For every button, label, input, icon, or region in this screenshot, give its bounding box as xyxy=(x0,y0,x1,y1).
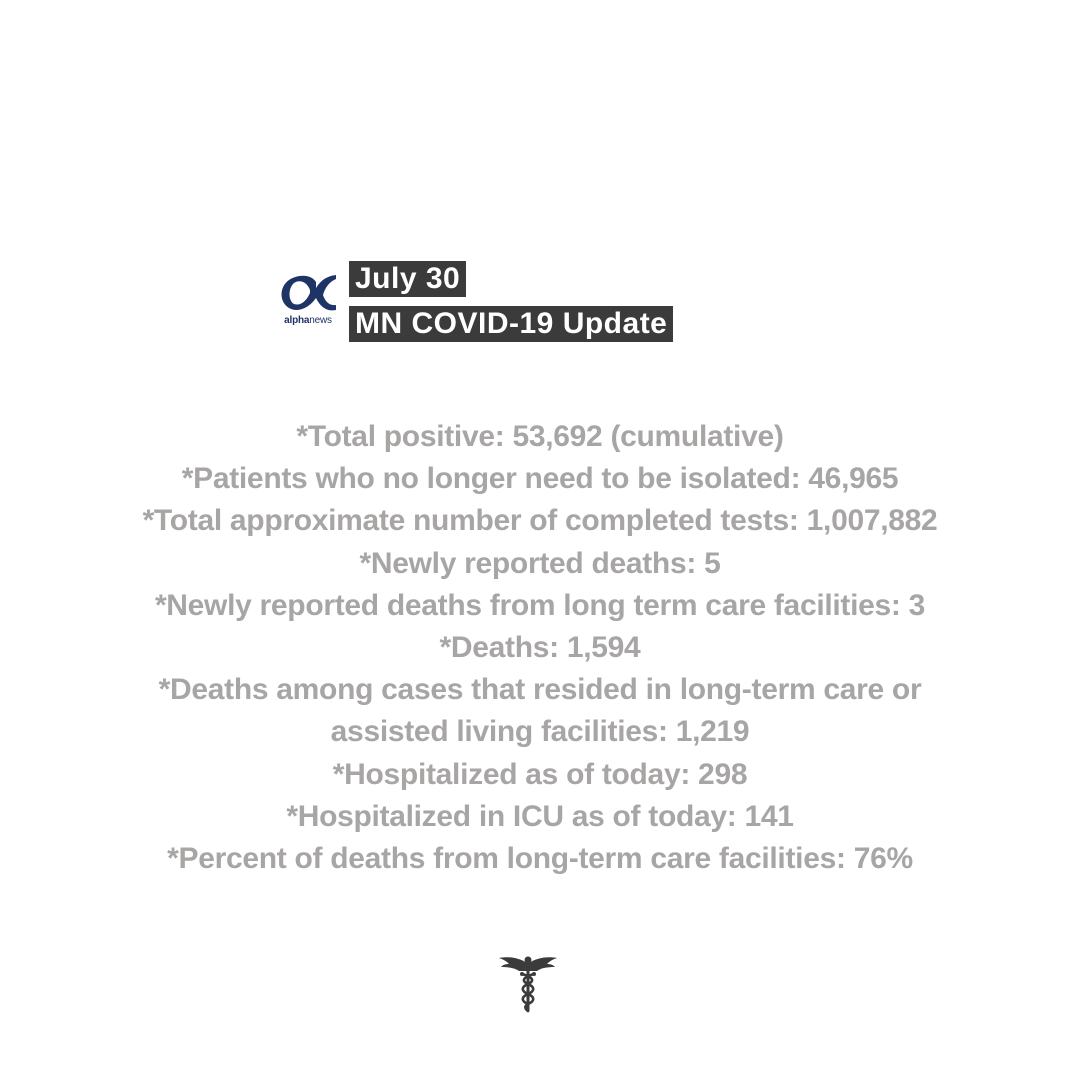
date-label: July 30 xyxy=(349,261,466,297)
stat-line: *Percent of deaths from long-term care facilities: 76% xyxy=(167,842,913,876)
stat-line: *Total positive: 53,692 (cumulative) xyxy=(296,420,784,453)
stat-line: *Patients who no longer need to be isolated: 46,965 xyxy=(181,462,899,496)
caduceus-icon xyxy=(495,950,561,1014)
alphanews-logo xyxy=(276,268,340,330)
stat-line: *Deaths: 1,594 xyxy=(439,631,641,665)
alpha-symbol-icon xyxy=(276,268,340,314)
logo-wordmark: alphanews xyxy=(284,315,332,326)
stat-line: *Total approximate number of completed tests: 1,007,882 xyxy=(142,504,938,538)
stat-line: *Hospitalized as of today: 298 xyxy=(332,757,748,791)
stat-line: *Newly reported deaths from long term care facilities: 3 xyxy=(154,588,926,622)
stat-line: *Newly reported deaths: 5 xyxy=(359,546,721,580)
stat-line: *Hospitalized in ICU as of today: 141 xyxy=(286,799,794,833)
stats-list xyxy=(40,416,1040,880)
stat-line: *Deaths among cases that resided in long-term care or xyxy=(158,673,922,707)
headline-label: MN COVID-19 Update xyxy=(349,306,673,342)
stat-line: assisted living facilities: 1,219 xyxy=(330,715,750,749)
